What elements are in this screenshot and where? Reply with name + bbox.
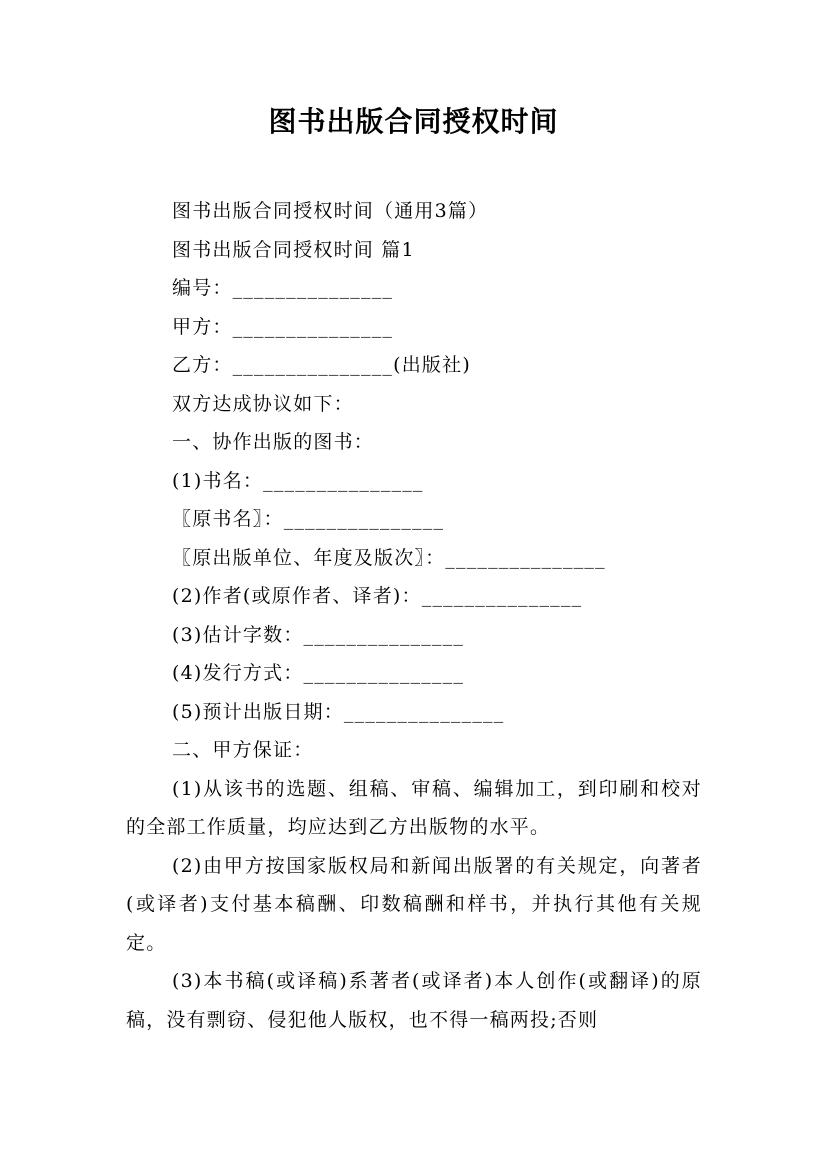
number-field-line: 编号：_______________ — [172, 277, 394, 299]
party-a-line: 甲方：_______________ — [172, 315, 394, 338]
word-count-line: (3)估计字数：_______________ — [172, 623, 465, 646]
clause-two-paragraph-1: (1)从该书的选题、组稿、审稿、编辑加工，到印刷和校对的全部工作质量，均应达到乙方出版物的水平。 — [126, 777, 702, 838]
original-name-line: 〖原书名〗：_______________ — [172, 508, 445, 530]
document-title: 图书出版合同授权时间 — [268, 105, 559, 138]
author-line: (2)作者(或原作者、译者)：_______________ — [172, 585, 583, 607]
section-heading-line: 图书出版合同授权时间 篇1 — [172, 238, 415, 261]
book-name-line: (1)书名：_______________ — [172, 469, 424, 492]
clause-two-paragraph-2: (2)由甲方按国家版权局和新闻出版署的有关规定，向著者(或译者)支付基本稿酬、印数稿酬和样书，并执行其他有关规定。 — [126, 854, 702, 954]
original-publisher-line: 〖原出版单位、年度及版次〗：_______________ — [172, 546, 606, 569]
agreement-intro-line: 双方达成协议如下： — [172, 392, 354, 415]
distribution-line: (4)发行方式：_______________ — [172, 662, 465, 684]
clause-two-heading: 二、甲方保证： — [172, 739, 314, 761]
document-body — [126, 192, 702, 1039]
party-b-line: 乙方：_______________(出版社) — [172, 354, 471, 376]
clause-one-heading: 一、协作出版的图书： — [172, 431, 375, 453]
clause-two-paragraph-3: (3)本书稿(或译稿)系著者(或译者)本人创作(或翻译)的原稿，没有剽窃、侵犯他人版权，也不得一稿两投;否则 — [126, 970, 702, 1031]
subtitle-line: 图书出版合同授权时间（通用3篇） — [172, 200, 489, 222]
publish-date-line: (5)预计出版日期：_______________ — [172, 700, 505, 723]
